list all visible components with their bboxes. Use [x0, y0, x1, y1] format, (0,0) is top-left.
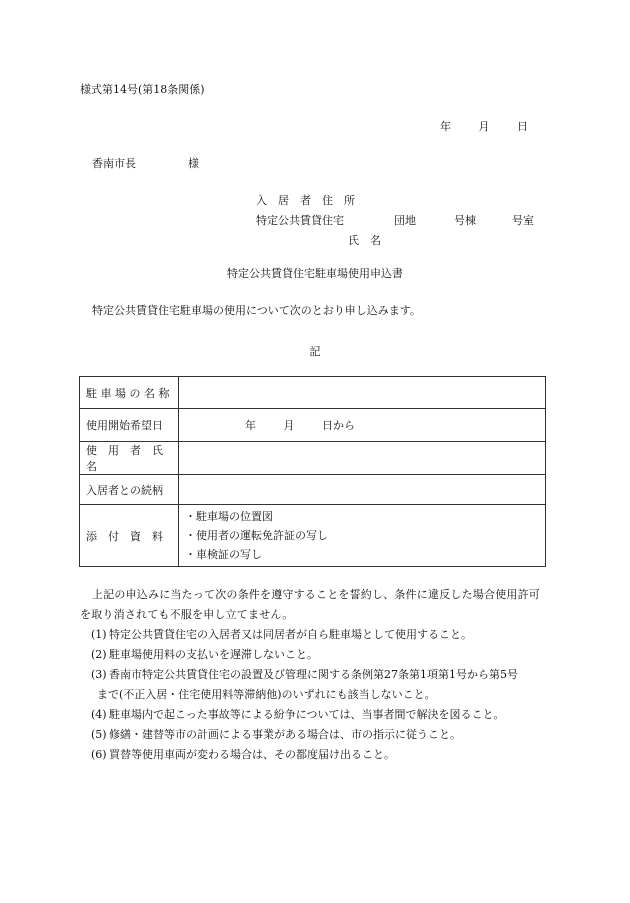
attachments-list — [179, 505, 546, 567]
user-name-label: 使 用 者 氏 名 — [80, 442, 179, 475]
ki-heading: 記 — [309, 345, 321, 358]
applicant-name-row — [256, 231, 381, 251]
form-number: 様式第14号(第18条関係) — [80, 83, 205, 96]
condition-item — [80, 745, 550, 765]
condition-number: (4) — [91, 708, 107, 721]
condition-item — [80, 665, 550, 705]
table-row-user-name — [80, 442, 546, 475]
applicant-goushitsu: 号室 — [512, 214, 534, 227]
applicant-address-label: 入 居 者 住 所 — [256, 194, 355, 207]
condition-item — [80, 725, 550, 745]
start-date-field[interactable] — [179, 409, 546, 442]
table-row-start-date — [80, 409, 546, 442]
condition-number: (5) — [91, 728, 107, 741]
application-table — [79, 376, 546, 567]
table-row-attachments — [80, 505, 546, 567]
condition-text: 買替等使用車両が変わる場合は、その都度届け出ること。 — [109, 748, 395, 761]
condition-text: 香南市特定公共賃貸住宅の設置及び管理に関する条例第27条第1項第1号から第5号 — [109, 668, 518, 681]
date-day: 日 — [517, 120, 528, 133]
attachment-item: ・車検証の写し — [185, 548, 262, 561]
condition-item — [80, 645, 550, 665]
attachment-item: ・駐車場の位置図 — [185, 510, 273, 523]
addressee-name: 香南市長 — [92, 157, 136, 170]
intro-text: 特定公共賃貸住宅駐車場の使用について次のとおり申し込みます。 — [92, 304, 421, 317]
relation-label: 入居者との続柄 — [80, 475, 179, 505]
condition-text-continued: まで(不正入居・住宅使用料等滞納他)のいずれにも該当しないこと。 — [97, 688, 436, 701]
start-date-label: 使用開始希望日 — [80, 409, 179, 442]
condition-number: (3) — [91, 668, 107, 681]
condition-text: 修繕・建替等市の計画による事業がある場合は、市の指示に従うこと。 — [109, 728, 461, 741]
date-year: 年 — [440, 120, 451, 133]
parking-name-label: 駐 車 場 の 名 称 — [80, 377, 179, 409]
condition-text: 駐車場使用料の支払いを遅滞しないこと。 — [109, 648, 318, 661]
start-year: 年 — [245, 419, 256, 432]
applicant-name-label: 氏 名 — [348, 234, 381, 247]
addressee — [92, 155, 199, 171]
condition-text: 特定公共賃貸住宅の入居者又は同居者が自ら駐車場として使用すること。 — [109, 628, 472, 641]
attachment-item: ・使用者の運転免許証の写し — [185, 529, 328, 542]
table-row-relation — [80, 475, 546, 505]
condition-text: 駐車場内で起こった事故等による紛争については、当事者間で解決を図ること。 — [109, 708, 505, 721]
user-name-field[interactable] — [179, 442, 546, 475]
parking-name-field[interactable] — [179, 377, 546, 409]
condition-number: (6) — [91, 748, 107, 761]
date-line — [440, 118, 528, 134]
applicant-gotou: 号棟 — [454, 214, 476, 227]
applicant-address-row — [256, 191, 381, 211]
date-month: 月 — [478, 120, 490, 133]
attachments-label: 添 付 資 料 — [80, 505, 179, 567]
relation-field[interactable] — [179, 475, 546, 505]
conditions-lead: 上記の申込みに当たって次の条件を遵守することを誓約し、条件に違反した場合使用許可を取り消されても不服を申し立てません。 — [80, 588, 540, 621]
condition-number: (2) — [91, 648, 107, 661]
conditions-block — [80, 585, 550, 765]
condition-item — [80, 705, 550, 725]
applicant-danchi: 団地 — [394, 214, 416, 227]
start-day: 日から — [322, 419, 355, 432]
document-title: 特定公共賃貸住宅駐車場使用申込書 — [227, 267, 403, 280]
condition-item — [80, 625, 550, 645]
table-row-parking-name — [80, 377, 546, 409]
start-month: 月 — [283, 419, 295, 432]
condition-number: (1) — [91, 628, 107, 641]
applicant-housing-label: 特定公共賃貸住宅 — [256, 214, 344, 227]
applicant-housing-row — [256, 211, 534, 231]
addressee-honorific: 様 — [188, 157, 199, 170]
applicant-block — [256, 191, 534, 251]
